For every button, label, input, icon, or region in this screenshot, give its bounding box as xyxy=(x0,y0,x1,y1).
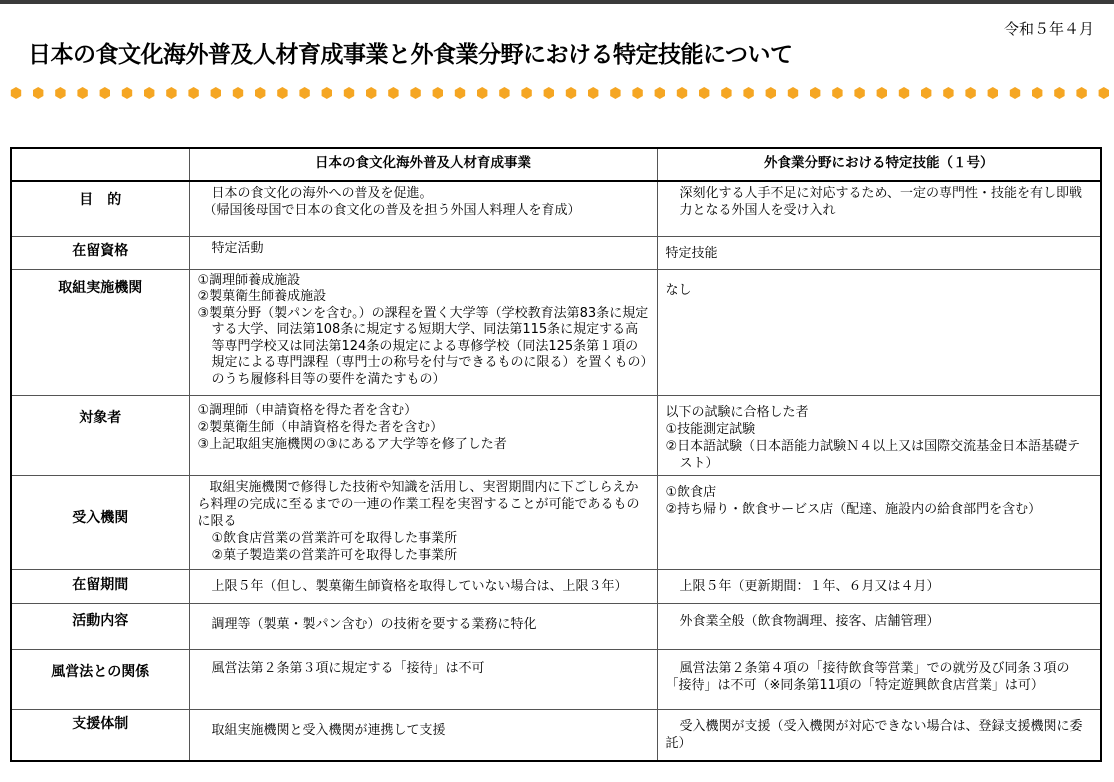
divider-dot xyxy=(366,87,376,99)
divider-dot xyxy=(122,87,132,99)
cell-specified-skills xyxy=(657,181,1101,236)
cell-line: ①飲食店 xyxy=(665,484,717,500)
table-row-status xyxy=(11,236,1101,269)
cell-line: 取組実施機関と受入機関が連携して支援 xyxy=(211,722,446,738)
divider-dot xyxy=(100,87,110,99)
row-label: 対象者 xyxy=(11,395,189,475)
cell-specified-skills xyxy=(657,269,1101,395)
divider-dot xyxy=(632,87,642,99)
cell-specified-skills xyxy=(657,709,1101,761)
cell-program xyxy=(189,569,657,603)
divider-dot xyxy=(899,87,909,99)
row-label: 受入機関 xyxy=(11,475,189,569)
top-bar xyxy=(0,0,1114,4)
divider-dot xyxy=(766,87,776,99)
cell-program xyxy=(189,649,657,709)
divider-dot xyxy=(743,87,753,99)
divider-dot xyxy=(1010,87,1020,99)
divider-dot xyxy=(322,87,332,99)
cell-line: ②日本語試験（日本語能力試験Ｎ４以上又は国際交流基金日本語基礎テスト） xyxy=(665,438,1081,471)
divider-dot xyxy=(655,87,665,99)
divider-dot xyxy=(211,87,221,99)
cell-specified-skills xyxy=(657,603,1101,649)
cell-specified-skills xyxy=(657,236,1101,269)
divider-dot xyxy=(410,87,420,99)
divider-dot xyxy=(854,87,864,99)
row-label: 取組実施機関 xyxy=(11,269,189,395)
divider-dot xyxy=(566,87,576,99)
page-title: 日本の食文化海外普及人材育成事業と外食業分野における特定技能について xyxy=(28,42,793,68)
cell-line: ①飲食店営業の営業許可を取得した事業所 xyxy=(211,530,458,546)
cell-line: ②製菓衛生師養成施設 xyxy=(197,289,327,304)
divider-dot xyxy=(988,87,998,99)
divider-dot xyxy=(721,87,731,99)
cell-line: ①調理師（申請資格を得た者を含む） xyxy=(197,402,418,418)
divider-dot xyxy=(255,87,265,99)
cell-line: ①調理師養成施設 xyxy=(197,272,301,288)
cell-line: 受入機関が支援（受入機関が対応できない場合は、登録支援機関に委託） xyxy=(665,718,1083,751)
table-row-target xyxy=(11,395,1101,475)
cell-program xyxy=(189,475,657,569)
row-label: 在留資格 xyxy=(11,236,189,269)
cell-program xyxy=(189,395,657,475)
cell-line: 特定活動 xyxy=(211,240,264,256)
divider-dot xyxy=(699,87,709,99)
divider-dot xyxy=(1099,87,1109,99)
cell-line: 調理等（製菓・製パン含む）の技術を要する業務に特化 xyxy=(211,616,537,632)
dot-divider xyxy=(10,86,1110,100)
divider-dot xyxy=(233,87,243,99)
row-label: 在留期間 xyxy=(11,569,189,603)
date-label: 令和５年４月 xyxy=(1003,20,1094,38)
divider-dot xyxy=(588,87,598,99)
divider-dot xyxy=(433,87,443,99)
divider-dot xyxy=(943,87,953,99)
cell-line: 上限５年（更新期間：１年、６月又は４月） xyxy=(679,578,940,594)
comparison-table xyxy=(10,147,1102,762)
cell-line: （帰国後母国で日本の食文化の普及を担う外国人料理人を育成） xyxy=(203,203,581,218)
table-row-support xyxy=(11,709,1101,761)
header-empty xyxy=(11,148,189,181)
cell-line: 風営法第２条第３項に規定する「接待」は不可 xyxy=(211,660,485,676)
cell-program xyxy=(189,181,657,236)
divider-dot xyxy=(33,87,43,99)
table-row-purpose xyxy=(11,181,1101,236)
cell-line: ②菓子製造業の営業許可を取得した事業所 xyxy=(211,547,458,563)
cell-specified-skills xyxy=(657,475,1101,569)
divider-dot xyxy=(166,87,176,99)
divider-dot xyxy=(965,87,975,99)
divider-dot xyxy=(521,87,531,99)
divider-dot xyxy=(1032,87,1042,99)
dot-divider-graphic xyxy=(10,86,1110,100)
header-specified-skills: 外食業分野における特定技能（１号） xyxy=(657,148,1101,181)
cell-line: 日本の食文化の海外への普及を促進。 xyxy=(211,186,433,201)
divider-dot xyxy=(877,87,887,99)
table-row-adult-business-law xyxy=(11,649,1101,709)
cell-line: 取組実施機関で修得した技術や知識を活用し、実習期間内に下ごしらえから料理の完成に至るまでの一連の作業工程を実習することが可能であるものに限る xyxy=(197,479,640,529)
divider-dot xyxy=(832,87,842,99)
divider-dot xyxy=(810,87,820,99)
divider-dot xyxy=(455,87,465,99)
cell-line: ①技能測定試験 xyxy=(665,421,756,437)
table-row-period xyxy=(11,569,1101,603)
divider-dot xyxy=(499,87,509,99)
divider-dot xyxy=(388,87,398,99)
divider-dot xyxy=(11,87,21,99)
cell-line: ③上記取組実施機関の③にあるア大学等を修了した者 xyxy=(197,436,507,452)
header-program: 日本の食文化海外普及人材育成事業 xyxy=(189,148,657,181)
divider-dot xyxy=(144,87,154,99)
table-row-institution xyxy=(11,269,1101,395)
divider-dot xyxy=(277,87,287,99)
row-label: 目 的 xyxy=(11,181,189,236)
cell-specified-skills xyxy=(657,395,1101,475)
cell-line: 以下の試験に合格した者 xyxy=(665,404,809,420)
cell-specified-skills xyxy=(657,649,1101,709)
cell-program xyxy=(189,709,657,761)
divider-dot xyxy=(677,87,687,99)
cell-line: 特定技能 xyxy=(665,245,718,261)
divider-dot xyxy=(477,87,487,99)
row-label: 風営法との関係 xyxy=(11,649,189,709)
cell-line: なし xyxy=(665,282,692,298)
cell-line: ③製菓分野（製パンを含む。）の課程を置く大学等（学校教育法第83条に規定する大学、同法第108条に規定する短期大学、同法第115条に規定する高等専門学校又は同法第124条の規定による専修学校（同法125条第１項の規定による専門課程（専門士の称号を付与できるものに限る）を置くもの）のうち履修科目等の要件を満たすもの） xyxy=(197,305,649,387)
table-row-host xyxy=(11,475,1101,569)
cell-program xyxy=(189,603,657,649)
cell-line: 風営法第２条第４項の「接待飲食等営業」での就労及び同条３項の「接待」は不可（※同条第11項の「特定遊興飲食店営業」は可） xyxy=(665,660,1070,693)
table-header-row xyxy=(11,148,1101,181)
divider-dot xyxy=(921,87,931,99)
divider-dot xyxy=(1076,87,1086,99)
cell-line: 深刻化する人手不足に対応するため、一定の専門性・技能を有し即戦力となる外国人を受け入れ xyxy=(679,186,1082,218)
divider-dot xyxy=(299,87,309,99)
cell-line: ②製菓衛生師（申請資格を得た者を含む） xyxy=(197,419,444,435)
divider-dot xyxy=(55,87,65,99)
divider-dot xyxy=(544,87,554,99)
row-label: 支援体制 xyxy=(11,709,189,761)
cell-line: 外食業全般（飲食物調理、接客、店舗管理） xyxy=(679,613,940,629)
divider-dot xyxy=(788,87,798,99)
divider-dot xyxy=(344,87,354,99)
divider-dot xyxy=(1054,87,1064,99)
divider-dot xyxy=(610,87,620,99)
divider-dot xyxy=(188,87,198,99)
divider-dot xyxy=(77,87,87,99)
cell-specified-skills xyxy=(657,569,1101,603)
row-label: 活動内容 xyxy=(11,603,189,649)
cell-line: ②持ち帰り・飲食サービス店（配達、施設内の給食部門を含む） xyxy=(665,501,1042,517)
table-row-activity xyxy=(11,603,1101,649)
cell-program xyxy=(189,269,657,395)
cell-line: 上限５年（但し、製菓衛生師資格を取得していない場合は、上限３年） xyxy=(211,578,628,594)
cell-program xyxy=(189,236,657,269)
